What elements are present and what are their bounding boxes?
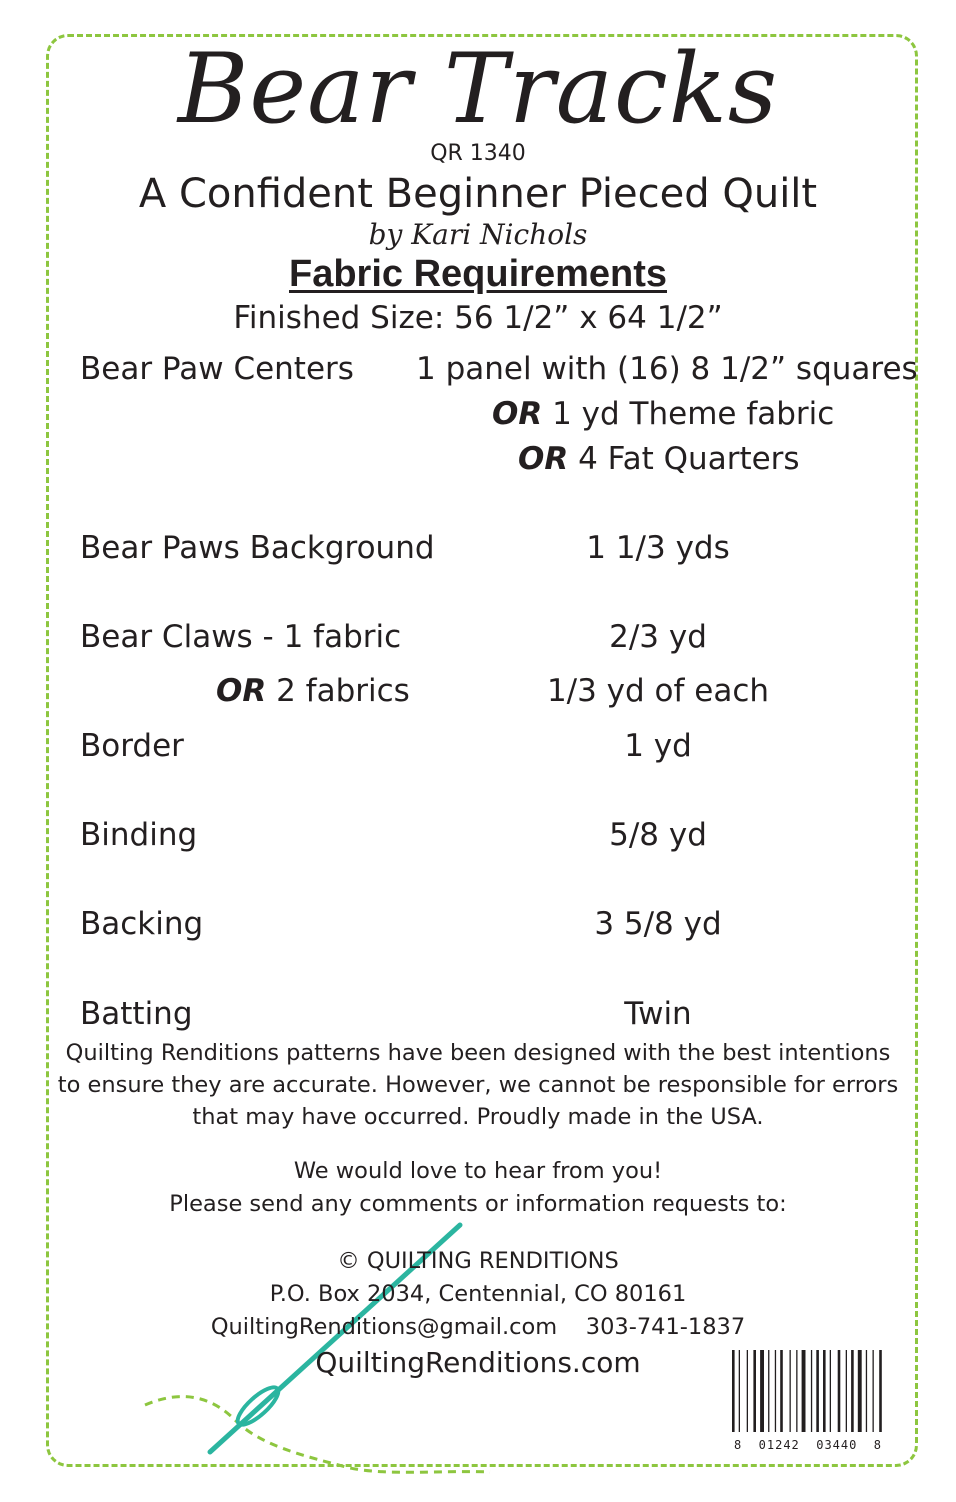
claws-label: Bear Claws - 1 fabric (80, 619, 402, 655)
backing-value: 3 5/8 yd (594, 906, 722, 942)
centers-value: 1 panel with (16) 8 1/2” squares (416, 351, 918, 387)
pattern-code: QR 1340 (430, 141, 526, 166)
author-line: by Kari Nichols (368, 218, 588, 251)
finished-size: Finished Size: 56 1/2” x 64 1/2” (233, 300, 723, 336)
border-value: 1 yd (624, 728, 692, 764)
disclaimer-line: to ensure they are accurate. However, we cannot be responsible for errors (57, 1072, 899, 1098)
invite-text (0, 1155, 956, 1221)
disclaimer-line: that may have occurred. Proudly made in the USA. (192, 1104, 764, 1130)
section-heading: Fabric Requirements (289, 253, 667, 295)
pattern-title: Bear Tracks (177, 33, 779, 145)
barcode-number: 8 01242 03440 8 (733, 1438, 883, 1452)
barcode-bars (724, 1348, 892, 1434)
border-label: Border (80, 728, 184, 764)
centers-alt1-line (492, 394, 834, 434)
centers-label: Bear Paw Centers (80, 351, 354, 387)
batting-label: Batting (80, 996, 193, 1032)
claws-alt-label: 2 fabrics (276, 673, 410, 709)
or-keyword: OR (216, 673, 267, 709)
barcode (724, 1348, 892, 1452)
pattern-subtitle: A Confident Beginner Pieced Quilt (138, 171, 818, 217)
company-name: © QUILTING RENDITIONS (337, 1248, 619, 1274)
binding-value: 5/8 yd (609, 817, 707, 853)
mailing-address: P.O. Box 2034, Centennial, CO 80161 (269, 1281, 687, 1307)
centers-alt2-line (518, 439, 800, 479)
invite-line: We would love to hear from you! (293, 1158, 663, 1184)
centers-alt2: 4 Fat Quarters (578, 441, 800, 477)
claws-value: 2/3 yd (609, 619, 707, 655)
centers-alt1: 1 yd Theme fabric (552, 396, 835, 432)
backing-label: Backing (80, 906, 204, 942)
email-phone: QuiltingRenditions@gmail.com 303-741-1837 (210, 1314, 746, 1340)
disclaimer-line: Quilting Renditions patterns have been designed with the best intentions (65, 1040, 891, 1066)
claws-alt-line (216, 671, 410, 711)
disclaimer (0, 1037, 956, 1133)
or-keyword: OR (518, 441, 569, 477)
batting-value: Twin (624, 996, 692, 1032)
invite-line: Please send any comments or information requests to: (169, 1191, 787, 1217)
or-keyword: OR (492, 396, 543, 432)
background-value: 1 1/3 yds (586, 530, 730, 566)
claws-alt-value: 1/3 yd of each (546, 673, 770, 709)
website-link[interactable]: QuiltingRenditions.com (315, 1346, 641, 1379)
binding-label: Binding (80, 817, 198, 853)
contact-block (0, 1245, 956, 1344)
background-label: Bear Paws Background (80, 530, 435, 566)
